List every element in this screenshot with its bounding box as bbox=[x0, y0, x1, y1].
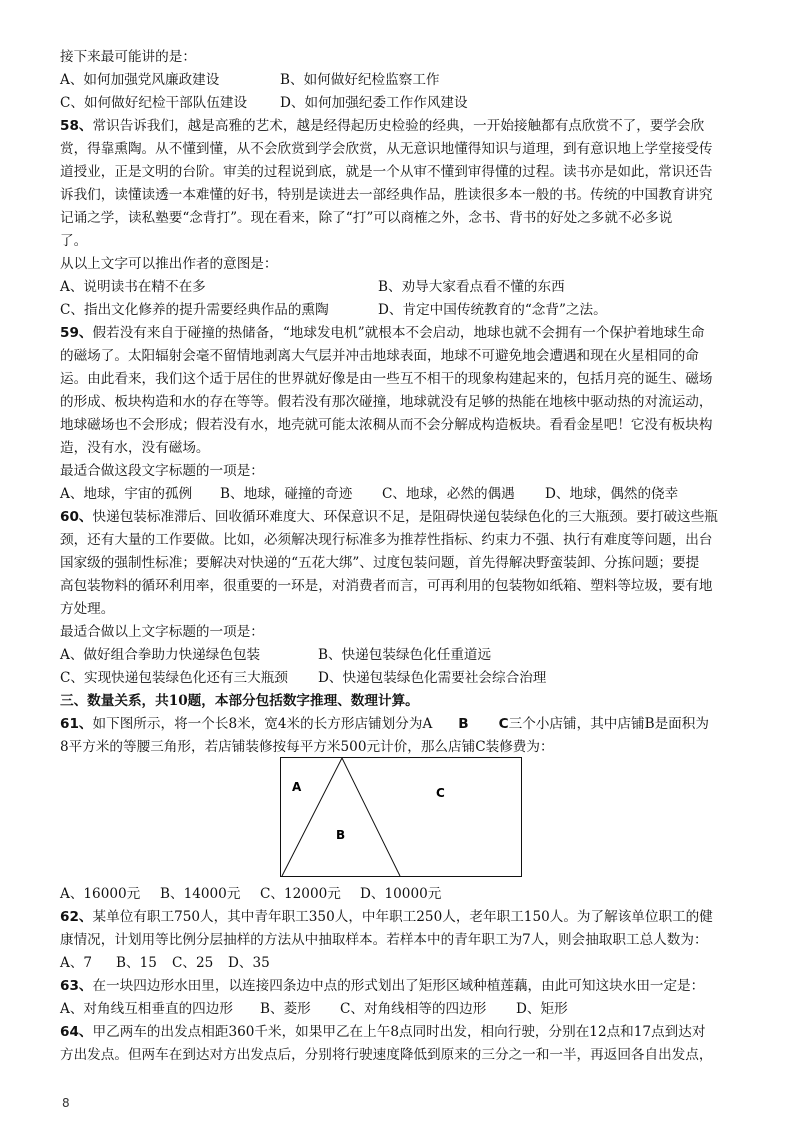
q61-option-d: D、10000元 bbox=[360, 886, 442, 902]
q59-line-3: 运。由此看来，我们这个适于居住的世界就好像是由一些互不相干的现象构建起来的，包括月亮的诞生、磁场 bbox=[60, 371, 713, 387]
q61-options bbox=[60, 883, 744, 905]
q64-line-1: 64、甲乙两车的出发点相距360千米，如果甲乙在上午8点同时出发，相向行驶，分别在12点和17点到达对 bbox=[60, 1024, 706, 1040]
q62-option-b: B、15 bbox=[116, 955, 157, 971]
page-number: 8 bbox=[62, 1096, 70, 1110]
q60-line-4: 高包装物料的循环利用率，很重要的一环是，对消费者而言，可再利用的包装物如纸箱、塑料等垃圾，要有地 bbox=[60, 578, 713, 594]
q64-number: 64、 bbox=[60, 1024, 93, 1040]
q60-option-c: C、实现快递包装绿色化还有三大瓶颈 bbox=[60, 670, 288, 686]
q58-line-3: 道授业，正是文明的台阶。审美的过程说到底，就是一个从审不懂到审得懂的过程。读书亦是如此，常识还告 bbox=[60, 164, 713, 180]
q61-shop-c-label: C bbox=[498, 716, 509, 732]
q59-number: 59、 bbox=[60, 325, 93, 341]
q58-option-c: C、指出文化修养的提升需要经典作品的熏陶 bbox=[60, 302, 329, 318]
q60-line-2: 颈，还有大量的工作要做。比如，必须解决现行标准多为推荐性指标、约束力不强、执行有难度等问题，出台 bbox=[60, 532, 713, 548]
q57-option-c: C、如何做好纪检干部队伍建设 bbox=[60, 95, 248, 111]
q60-line-1: 60、快递包装标准滞后、回收循环难度大、环保意识不足，是阻碍快递包装绿色化的三大瓶颈。要打破这些瓶 bbox=[60, 509, 718, 525]
q59-option-c: C、地球，必然的偶遇 bbox=[382, 486, 515, 502]
q58-options-row-1 bbox=[60, 276, 744, 298]
section-3-heading: 三、数量关系，共10题，本部分包括数字推理、数理计算。 bbox=[60, 693, 419, 709]
q60-line-3: 国家级的强制性标准；要解决对快递的“五花大绑”、过度包装问题，首先得解决野蛮装卸、分拣问题；要提 bbox=[60, 555, 700, 571]
q58-line-4: 诉我们，读懂读透一本难懂的好书，特别是读进去一部经典作品，胜读很多本一般的书。传统的中国教育讲究 bbox=[60, 187, 713, 203]
q62-options bbox=[60, 952, 744, 974]
q62-number: 62、 bbox=[60, 909, 93, 925]
q63-option-c: C、对角线相等的四边形 bbox=[340, 1001, 487, 1017]
q63-option-d: D、矩形 bbox=[516, 1001, 568, 1017]
q59-line-6: 造，没有水，没有磁场。 bbox=[60, 440, 210, 456]
q58-line-2: 赏，得靠熏陶。从不懂到懂，从不会欣赏到学会欣赏，从无意识地懂得知识与道理，到有意识地上学堂接受传 bbox=[60, 141, 713, 157]
q64-line-2: 方出发点。但两车在到达对方出发点后，分别将行驶速度降低到原来的三分之一和一半，再返回各自出发点， bbox=[60, 1047, 713, 1063]
q61-figure-rectangle-diagram bbox=[280, 757, 522, 877]
q60-option-d: D、快递包装绿色化需要社会综合治理 bbox=[318, 670, 547, 686]
q60-options-row-2 bbox=[60, 667, 744, 689]
q58-number: 58、 bbox=[60, 118, 93, 134]
q62-line-1: 62、某单位有职工750人，其中青年职工350人，中年职工250人，老年职工150人。为了解该单位职工的健 bbox=[60, 909, 713, 925]
q59-line-1: 59、假若没有来自于碰撞的热储备，“地球发电机”就根本不会启动，地球也就不会拥有一个保护着地球生命 bbox=[60, 325, 705, 341]
triangle-b bbox=[282, 758, 400, 876]
figure-label-b: B bbox=[336, 828, 346, 842]
q63-line: 63、在一块四边形水田里，以连接四条边中点的形式划出了矩形区域种植莲藕，由此可知这块水田一定是： bbox=[60, 978, 705, 994]
q57-option-d: D、如何加强纪委工作作风建设 bbox=[280, 95, 468, 111]
q61-line-1: 61、如下图所示，将一个长8米，宽4米的长方形店铺划分为A B C三个小店铺，其中店铺B是面积为 bbox=[60, 716, 709, 732]
q59-line-2: 的磁场了。太阳辐射会毫不留情地剥离大气层并冲击地球表面，地球不可避免地会遭遇和现在火星相同的命 bbox=[60, 348, 699, 364]
q57-option-b: B、如何做好纪检监察工作 bbox=[280, 72, 440, 88]
q62-line-2: 康情况，计划用等比例分层抽样的方法从中抽取样本。若样本中的青年职工为7人，则会抽取职工总人数为： bbox=[60, 932, 708, 948]
q60-line-5: 方处理。 bbox=[60, 601, 115, 617]
q60-question: 最适合做以上文字标题的一项是： bbox=[60, 624, 264, 640]
q61-number: 61、 bbox=[60, 716, 93, 732]
q58-line-6: 了。 bbox=[60, 233, 88, 249]
figure-label-c: C bbox=[436, 786, 445, 800]
q58-option-d: D、肯定中国传统教育的“念背”之法。 bbox=[378, 302, 607, 318]
q60-option-b: B、快递包装绿色化任重道远 bbox=[318, 647, 492, 663]
q58-line-5: 记诵之学，读私塾要“念背打”。现在看来，除了“打”可以商榷之外，念书、背书的好处之多就不必多说 bbox=[60, 210, 673, 226]
q62-option-d: D、35 bbox=[228, 955, 270, 971]
q58-question: 从以上文字可以推出作者的意图是： bbox=[60, 256, 278, 272]
q63-options bbox=[60, 998, 744, 1020]
q63-option-b: B、菱形 bbox=[260, 1001, 311, 1017]
q61-option-a: A、16000元 bbox=[60, 886, 141, 902]
q61-shop-b-label: B bbox=[458, 716, 469, 732]
q59-line-5: 地球磁场也不会形成；假若没有水，地壳就可能太浓稠从而不会分解成构造板块。看看金星吧！它没有板块构 bbox=[60, 417, 713, 433]
q59-line-4: 的形成、板块构造和水的存在等等。假若没有那次碰撞，地球就没有足够的热能在地核中驱动热的对流运动， bbox=[60, 394, 713, 410]
store-rectangle bbox=[281, 758, 522, 877]
q61-option-c: C、12000元 bbox=[260, 886, 341, 902]
q57-option-a: A、如何加强党风廉政建设 bbox=[60, 72, 220, 88]
q62-option-a: A、7 bbox=[60, 955, 93, 971]
q59-options bbox=[60, 483, 744, 505]
q62-option-c: C、25 bbox=[172, 955, 214, 971]
q60-options-row-1 bbox=[60, 644, 744, 666]
q59-option-b: B、地球，碰撞的奇迹 bbox=[220, 486, 353, 502]
q59-question: 最适合做这段文字标题的一项是： bbox=[60, 463, 264, 479]
q58-line-1: 58、常识告诉我们，越是高雅的艺术，越是经得起历史检验的经典，一开始接触都有点欣赏不了，要学会欣 bbox=[60, 118, 705, 134]
q57-stem-end: 接下来最可能讲的是： bbox=[60, 49, 196, 65]
q59-option-a: A、地球，宇宙的孤例 bbox=[60, 486, 193, 502]
q57-options-row-2 bbox=[60, 92, 744, 114]
q58-option-b: B、劝导大家看点看不懂的东西 bbox=[378, 279, 565, 295]
q59-option-d: D、地球，偶然的侥幸 bbox=[545, 486, 679, 502]
q60-number: 60、 bbox=[60, 509, 93, 525]
q61-option-b: B、14000元 bbox=[160, 886, 241, 902]
q58-options-row-2 bbox=[60, 299, 744, 321]
q63-number: 63、 bbox=[60, 978, 93, 994]
q60-option-a: A、做好组合拳助力快递绿色包装 bbox=[60, 647, 261, 663]
q61-line-2: 8平方米的等腰三角形，若店铺装修按每平方米500元计价，那么店铺C装修费为： bbox=[60, 739, 554, 755]
q57-options-row-1 bbox=[60, 69, 744, 91]
q63-option-a: A、对角线互相垂直的四边形 bbox=[60, 1001, 233, 1017]
figure-label-a: A bbox=[292, 780, 302, 794]
q58-option-a: A、说明读书在精不在多 bbox=[60, 279, 206, 295]
